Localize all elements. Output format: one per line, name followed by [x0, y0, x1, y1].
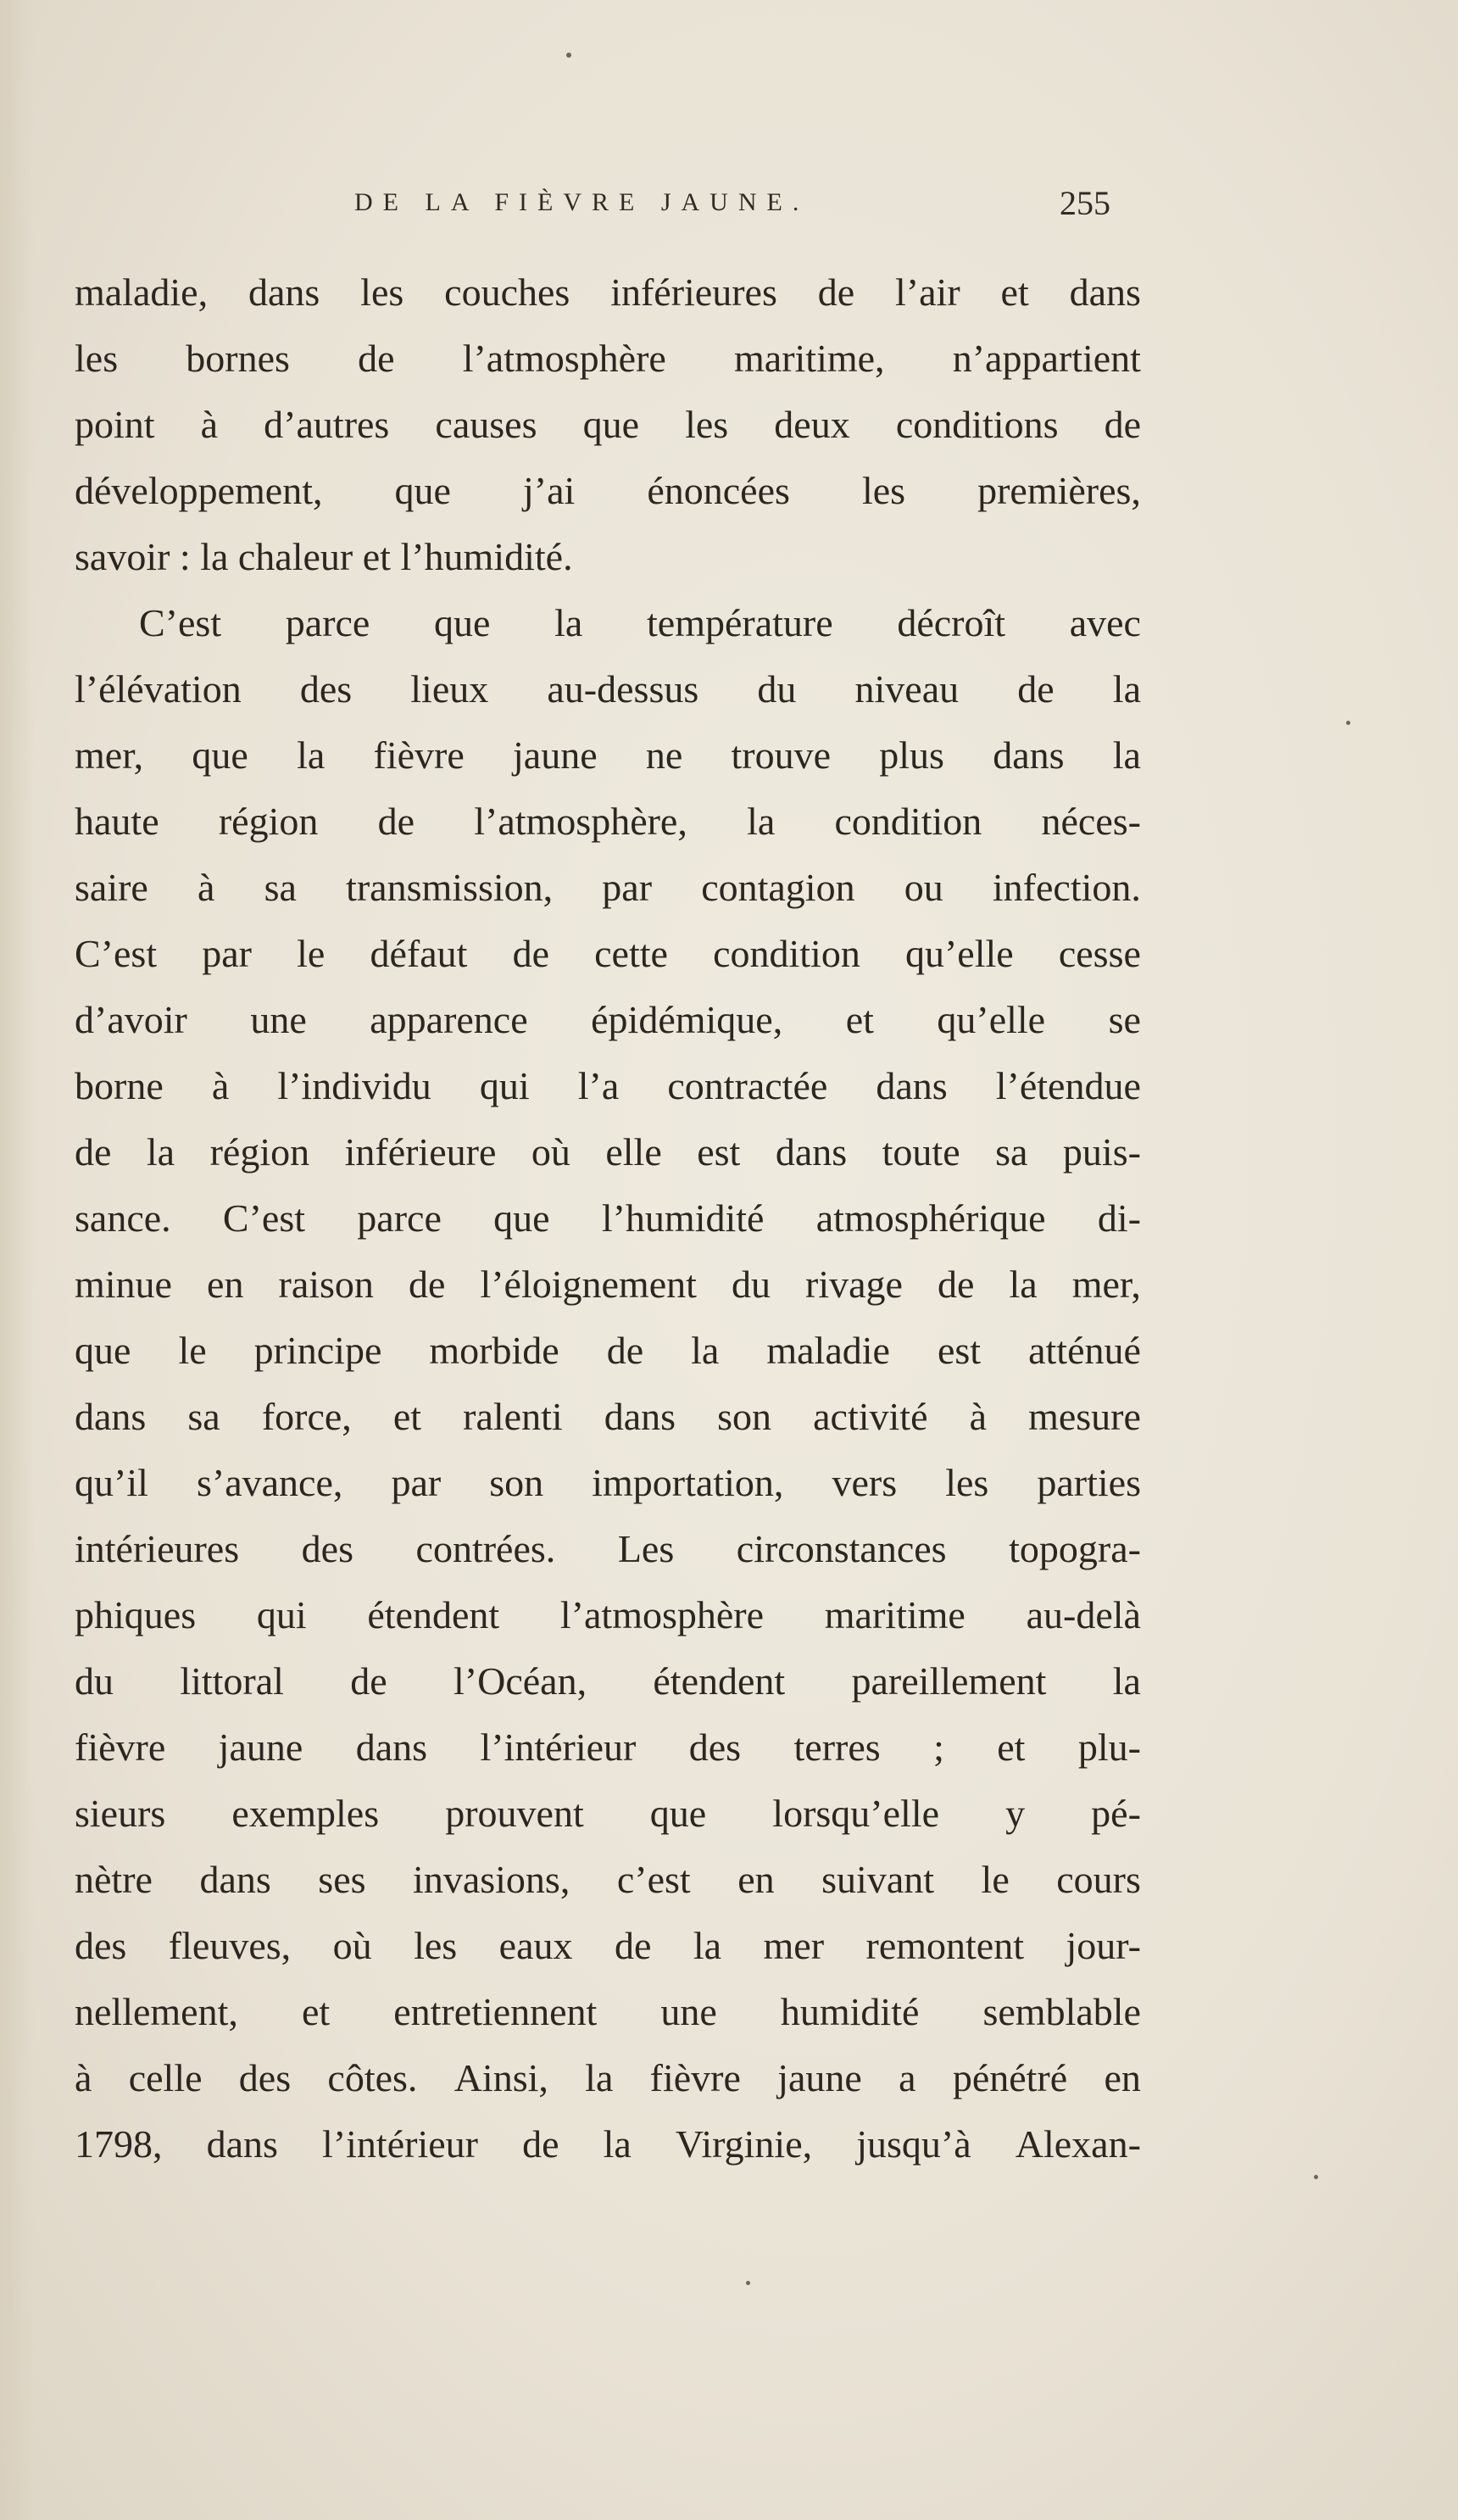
body-text: [75, 259, 1141, 2177]
text-line: saire à sa transmission, par contagion ou infection.: [75, 866, 1141, 909]
text-line: phiques qui étendent l’atmosphère maritime au-delà: [75, 1593, 1141, 1636]
text-line: du littoral de l’Océan, étendent pareillement la: [75, 1659, 1141, 1703]
text-line: C’est par le défaut de cette condition qu’elle cesse: [75, 932, 1141, 975]
paper-speck: [746, 2281, 750, 2285]
paper-speck: [1346, 721, 1350, 725]
text-line: développement, que j’ai énoncées les premières,: [75, 469, 1141, 512]
paper-speck: [1314, 2175, 1318, 2179]
page-header: [0, 184, 1458, 239]
text-line: d’avoir une apparence épidémique, et qu’elle se: [75, 998, 1141, 1041]
page-number: 255: [1060, 184, 1110, 222]
text-line: savoir : la chaleur et l’humidité.: [75, 535, 573, 578]
text-line: borne à l’individu qui l’a contractée dans l’étendue: [75, 1064, 1141, 1107]
text-line: C’est parce que la température décroît avec: [139, 601, 1141, 644]
text-line: de la région inférieure où elle est dans toute sa puis-: [75, 1130, 1141, 1174]
text-line: les bornes de l’atmosphère maritime, n’appartient: [75, 337, 1141, 380]
text-line: haute région de l’atmosphère, la condition néces-: [75, 800, 1141, 843]
text-line: des fleuves, où les eaux de la mer remontent jour-: [75, 1924, 1141, 1967]
text-line: intérieures des contrées. Les circonstances topogra-: [75, 1527, 1141, 1570]
text-line: sieurs exemples prouvent que lorsqu’elle y pé-: [75, 1792, 1141, 1835]
text-line: que le principe morbide de la maladie est atténué: [75, 1329, 1141, 1372]
text-line: minue en raison de l’éloignement du rivage de la mer,: [75, 1263, 1141, 1306]
page-edge-shadow: [0, 0, 34, 2520]
paper-speck: [566, 53, 571, 58]
text-line: sance. C’est parce que l’humidité atmosphérique di-: [75, 1196, 1141, 1240]
text-line: dans sa force, et ralenti dans son activité à mesure: [75, 1395, 1141, 1438]
text-line: qu’il s’avance, par son importation, vers les parties: [75, 1461, 1141, 1504]
text-line: fièvre jaune dans l’intérieur des terres ; et plu-: [75, 1726, 1141, 1769]
text-line: mer, que la fièvre jaune ne trouve plus dans la: [75, 733, 1141, 777]
text-line: à celle des côtes. Ainsi, la fièvre jaune a pénétré en: [75, 2056, 1141, 2099]
text-line: 1798, dans l’intérieur de la Virginie, jusqu’à Alexan-: [75, 2122, 1141, 2166]
running-title: DE LA FIÈVRE JAUNE.: [354, 188, 810, 216]
text-line: maladie, dans les couches inférieures de l’air et dans: [75, 270, 1141, 314]
text-line: l’élévation des lieux au-dessus du niveau de la: [75, 667, 1141, 711]
text-line: nellement, et entretiennent une humidité semblable: [75, 1990, 1141, 2033]
text-line: point à d’autres causes que les deux conditions de: [75, 403, 1141, 446]
text-line: nètre dans ses invasions, c’est en suivant le cours: [75, 1858, 1141, 1901]
